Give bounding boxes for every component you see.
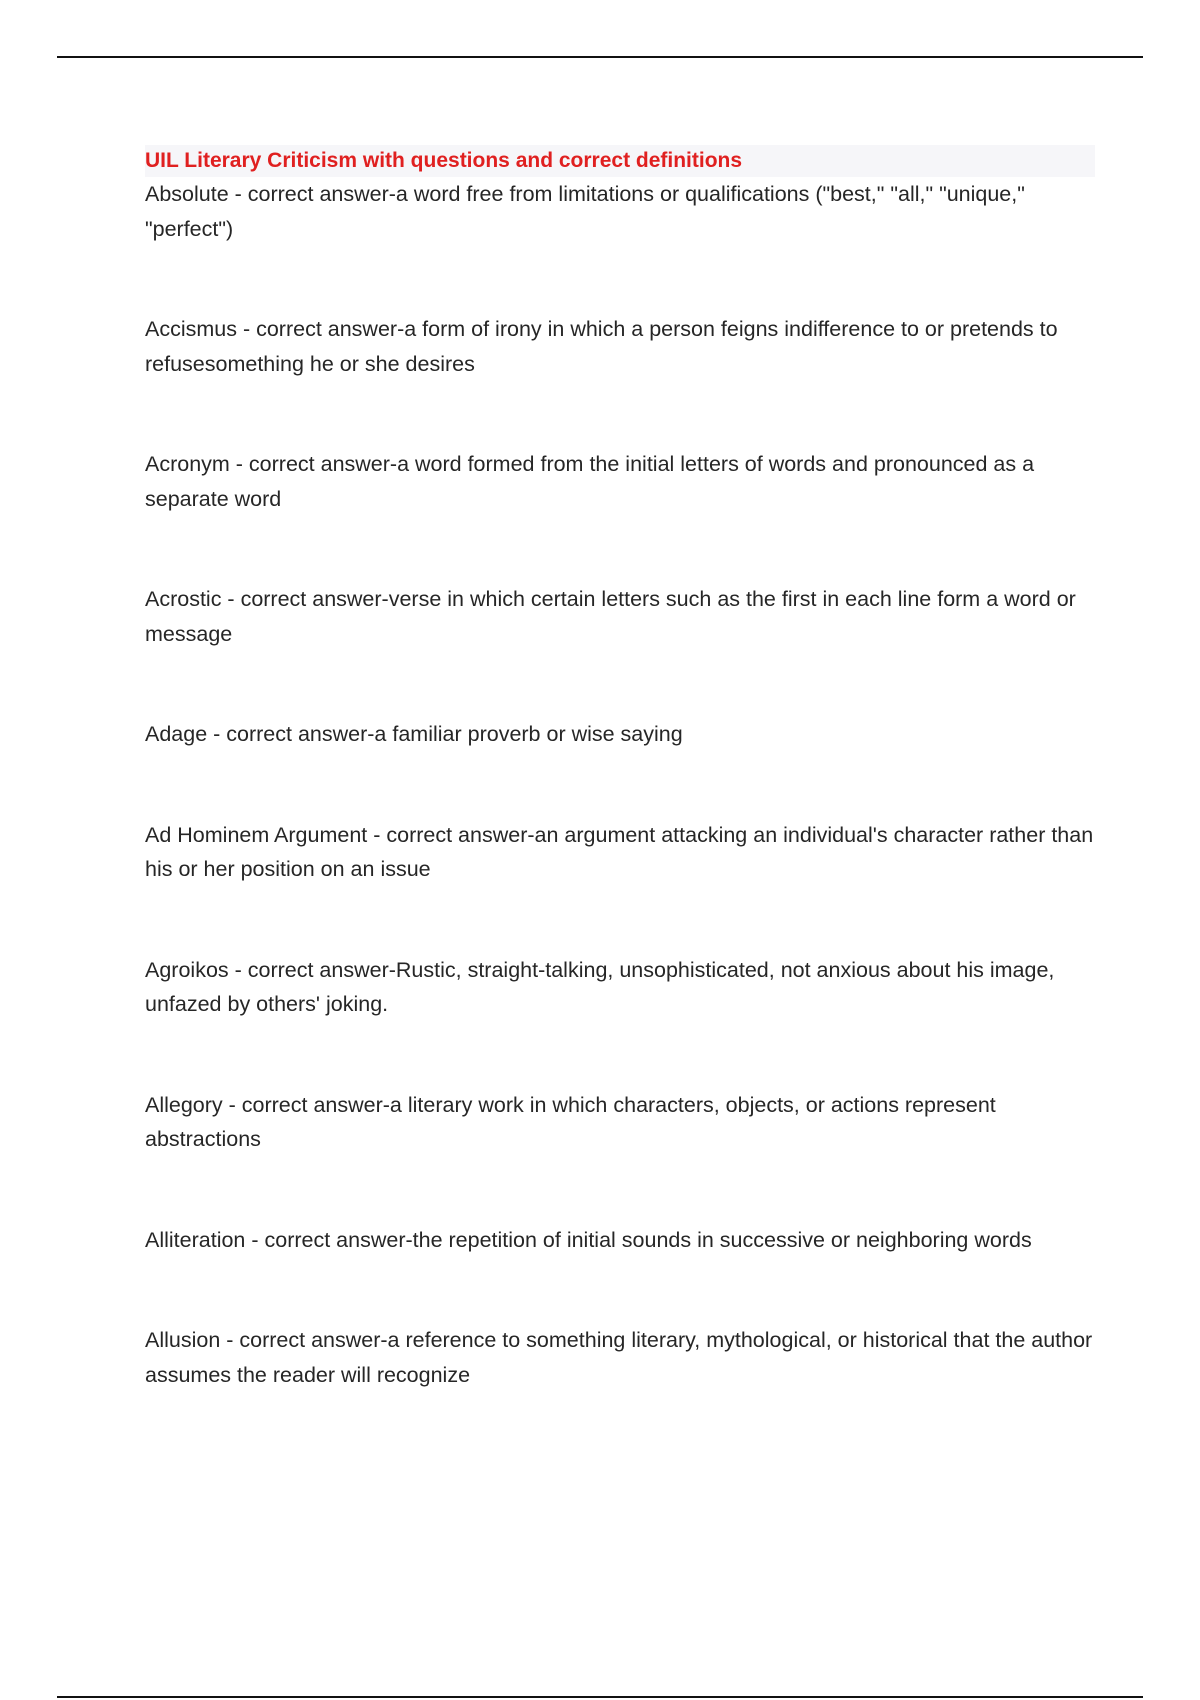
entry-allegory: Allegory - correct answer-a literary work in which characters, objects, or actions represent abstractions xyxy=(145,1092,996,1151)
entry-ad-hominem-argument: Ad Hominem Argument - correct answer-an argument attacking an individual's character rather than his or her position on an issue xyxy=(145,822,1094,881)
document-title: UIL Literary Criticism with questions and correct definitions xyxy=(145,145,1095,177)
entry-adage: Adage - correct answer-a familiar proverb or wise saying xyxy=(145,722,683,746)
entry-acronym: Acronym - correct answer-a word formed from the initial letters of words and pronounced as a separate word xyxy=(145,452,1035,511)
entry-allusion: Allusion - correct answer-a reference to something literary, mythological, or historical that the author assumes the reader will recognize xyxy=(145,1328,1093,1387)
entry-acrostic: Acrostic - correct answer-verse in which certain letters such as the first in each line form a word or message xyxy=(145,587,1076,646)
bottom-page-rule xyxy=(57,1696,1143,1698)
top-page-rule xyxy=(57,56,1143,58)
document-body xyxy=(145,145,1095,1392)
entry-absolute: Absolute - correct answer-a word free from limitations or qualifications ("best," "all," "unique," "perfect") xyxy=(145,182,1025,241)
entry-agroikos: Agroikos - correct answer-Rustic, straight-talking, unsophisticated, not anxious about his image, unfazed by others' joking. xyxy=(145,957,1055,1016)
entry-accismus: Accismus - correct answer-a form of irony in which a person feigns indifference to or pretends to refusesomething he or she desires xyxy=(145,317,1058,376)
entry-alliteration: Alliteration - correct answer-the repetition of initial sounds in successive or neighboring words xyxy=(145,1227,1032,1252)
